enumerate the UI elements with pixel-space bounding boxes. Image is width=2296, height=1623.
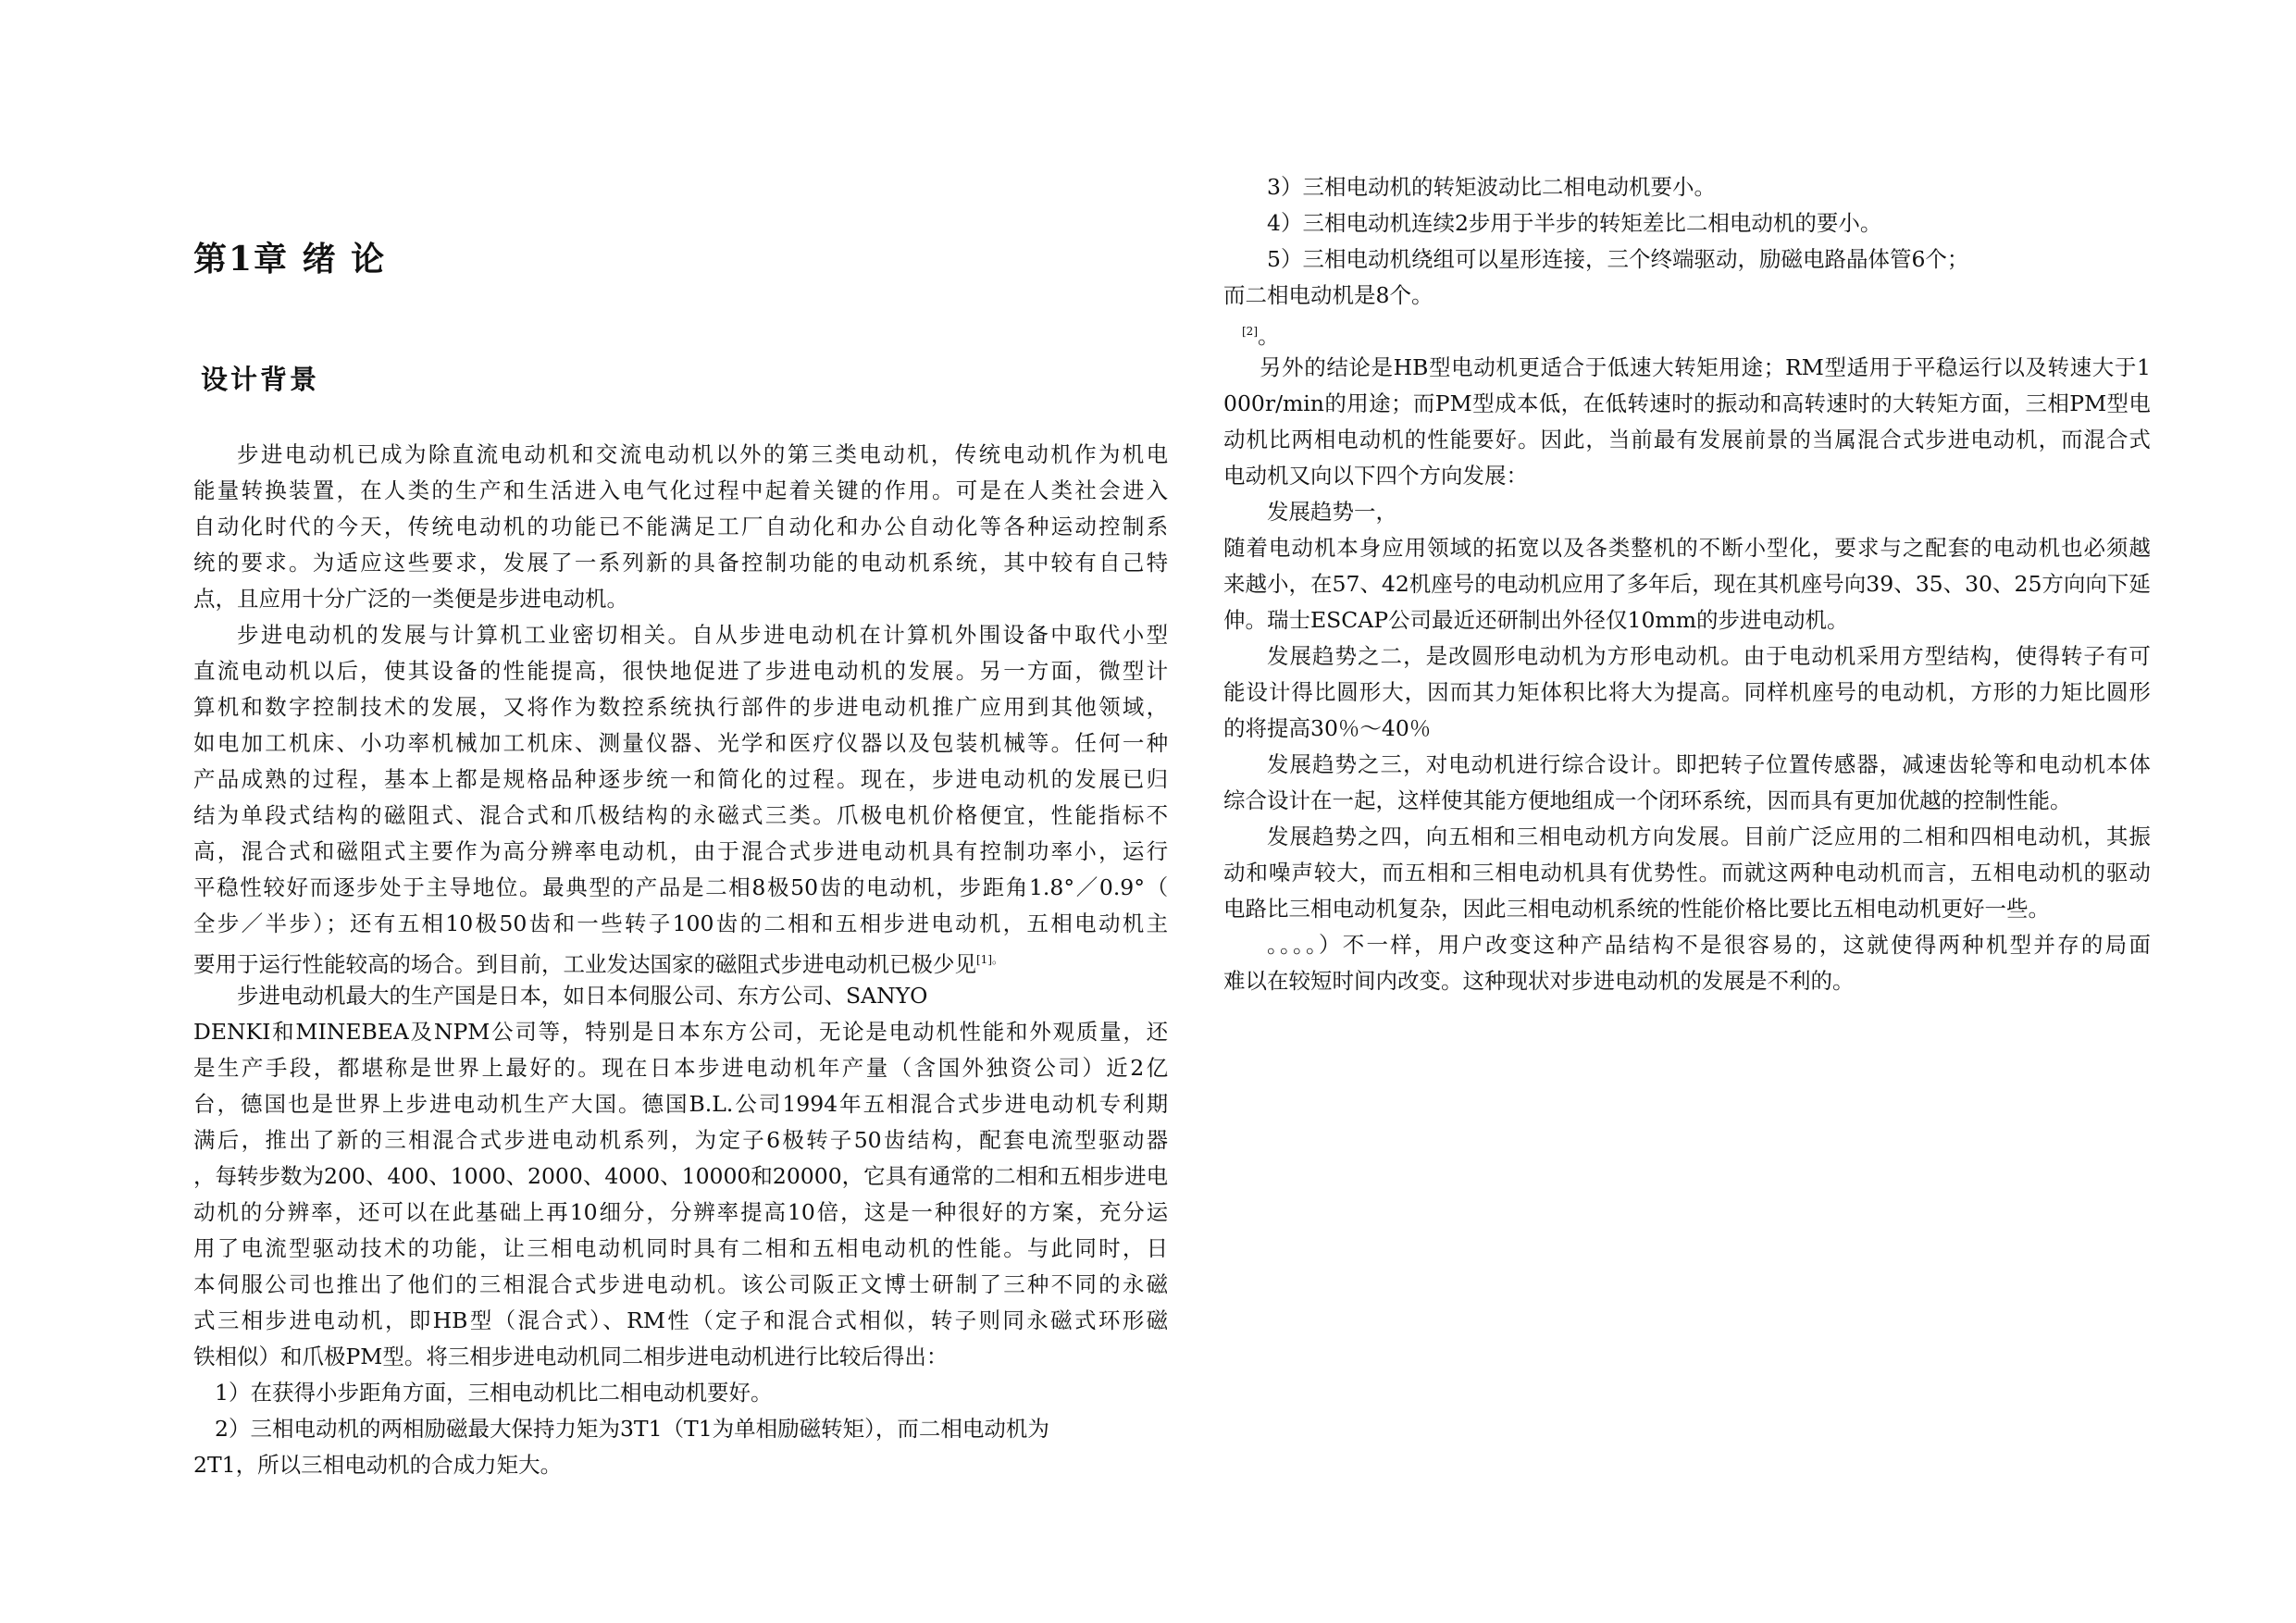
line-text: 随着电动机本身应用领域的拓宽以及各类整机的不断小型化，要求与之配套的电动机也必须越 — [1223, 535, 2151, 561]
line-text: 本伺服公司也推出了他们的三相混合式步进电动机。该公司阪正文博士研制了三种不同的永磁 — [193, 1271, 1169, 1297]
line-text: 3）三相电动机的转矩波动比二相电动机要小。 — [1267, 174, 1716, 200]
line-text: DENKI和MINEBEA及NPM公司等，特别是日本东方公司，无论是电动机性能和外观质量，还 — [193, 1019, 1169, 1045]
line-text: 铁相似）和爪极PM型。将三相步进电动机同二相步进电动机进行比较后得出： — [193, 1344, 949, 1369]
text-line — [193, 1050, 1168, 1086]
text-line — [1223, 675, 2151, 711]
text-line — [1223, 602, 2151, 638]
text-line — [193, 617, 1168, 653]
text-line — [1223, 205, 2151, 242]
text-line — [1223, 422, 2151, 458]
line-text: 2T1，所以三相电动机的合成力矩大。 — [193, 1452, 563, 1478]
line-text: 步进电动机已成为除直流电动机和交流电动机以外的第三类电动机，传统电动机作为机电 — [237, 441, 1169, 467]
line-text: 能设计得比圆形大，因而其力矩体积比将大为提高。同样机座号的电动机，方形的力矩比圆形 — [1223, 679, 2151, 705]
line-text: 台，德国也是世界上步进电动机生产大国。德国B.L.公司1994年五相混合式步进电动机专利期 — [193, 1091, 1169, 1117]
text-line — [1223, 963, 2151, 999]
line-text: 算机和数字控制技术的发展，又将作为数控系统执行部件的步进电动机推广应用到其他领域， — [193, 694, 1169, 720]
text-line — [1223, 242, 2151, 278]
text-line — [193, 1303, 1168, 1339]
line-text: 另外的结论是HB型电动机更适合于低速大转矩用途；RM型适用于平稳运行以及转速大于1 — [1260, 354, 2151, 380]
text-line — [1223, 891, 2151, 927]
line-text: 统的要求。为适应这些要求，发展了一系列新的具备控制功能的电动机系统，其中较有自己特 — [193, 550, 1169, 576]
line-text: 动和噪声较大，而五相和三相电动机具有优势性。而就这两种电动机而言，五相电动机的驱动 — [1223, 860, 2151, 886]
line-text: 发展趋势之四，向五相和三相电动机方向发展。目前广泛应用的二相和四相电动机，其振 — [1267, 824, 2151, 849]
text-line — [193, 1195, 1168, 1231]
text-line — [193, 653, 1168, 689]
line-text: 用了电流型驱动技术的功能，让三相电动机同时具有二相和五相电动机的性能。与此同时，日 — [193, 1235, 1169, 1261]
text-line — [1223, 530, 2151, 566]
line-text: 来越小，在57、42机座号的电动机应用了多年后，现在其机座号向39、35、30、25方向向下延 — [1223, 571, 2151, 597]
text-line — [193, 942, 1168, 978]
text-line — [1223, 711, 2151, 747]
text-line — [193, 1447, 1168, 1483]
line-text: 5）三相电动机绕组可以星形连接，三个终端驱动，励磁电路晶体管6个； — [1267, 246, 1969, 272]
left-body-text — [193, 437, 1168, 1483]
line-text: 结为单段式结构的磁阻式、混合式和爪极结构的永磁式三类。爪极电机价格便宜，性能指标不 — [193, 802, 1169, 828]
text-line — [1223, 783, 2151, 819]
line-text: 发展趋势之三，对电动机进行综合设计。即把转子位置传感器，减速齿轮等和电动机本体 — [1267, 751, 2151, 777]
text-line — [1223, 855, 2151, 891]
text-line — [1223, 747, 2151, 783]
text-line — [193, 1086, 1168, 1122]
text-line — [1223, 458, 2151, 494]
text-line — [193, 437, 1168, 473]
line-text: 自动化时代的今天，传统电动机的功能已不能满足工厂自动化和办公自动化等各种运动控制系 — [193, 514, 1169, 539]
line-text: 高，混合式和磁阻式主要作为高分辨率电动机，由于混合式步进电动机具有控制功率小，运行 — [193, 838, 1169, 864]
line-text: 综合设计在一起，这样使其能方便地组成一个闭环系统，因而具有更加优越的控制性能。 — [1223, 787, 2072, 813]
line-text: 点，且应用十分广泛的一类便是步进电动机。 — [193, 586, 628, 612]
line-text: 电路比三相电动机复杂，因此三相电动机系统的性能价格比要比五相电动机更好一些。 — [1223, 896, 2050, 922]
text-line — [1223, 314, 2151, 350]
text-line — [193, 762, 1168, 798]
right-body-text — [1223, 169, 2151, 999]
text-line — [1223, 638, 2151, 675]
line-text: 电动机又向以下四个方向发展： — [1223, 463, 1528, 489]
line-text: 步进电动机最大的生产国是日本，如日本伺服公司、东方公司、SANYO — [237, 983, 928, 1009]
text-line — [193, 1411, 1168, 1447]
line-text: 2）三相电动机的两相励磁最大保持力矩为3T1（T1为单相励磁转矩），而二相电动机为 — [215, 1416, 1049, 1442]
text-line — [193, 545, 1168, 581]
line-text: 如电加工机床、小功率机械加工机床、测量仪器、光学和医疗仪器以及包装机械等。任何一种 — [193, 730, 1169, 756]
text-line — [193, 798, 1168, 834]
citation-marker: [2] — [1242, 325, 1258, 338]
text-line — [1223, 386, 2151, 422]
line-text: 1）在获得小步距角方面，三相电动机比二相电动机要好。 — [215, 1380, 773, 1406]
citation-marker: [1]。 — [976, 953, 1003, 966]
line-text: 伸。瑞士ESCAP公司最近还研制出外径仅10mm的步进电动机。 — [1223, 607, 1849, 633]
text-line — [193, 1158, 1168, 1195]
text-line — [193, 870, 1168, 906]
line-text: 4）三相电动机连续2步用于半步的转矩差比二相电动机的要小。 — [1267, 210, 1882, 236]
line-text: 难以在较短时间内改变。这种现状对步进电动机的发展是不利的。 — [1223, 968, 1855, 994]
line-text: 步进电动机的发展与计算机工业密切相关。自从步进电动机在计算机外围设备中取代小型 — [237, 622, 1169, 648]
line-text: 式三相步进电动机，即HB型（混合式）、RM性（定子和混合式相似，转子则同永磁式环形磁 — [193, 1307, 1169, 1333]
chapter-title: 第1章 绪 论 — [193, 240, 387, 279]
text-line — [193, 1122, 1168, 1158]
line-text: 动机比两相电动机的性能要好。因此，当前最有发展前景的当属混合式步进电动机，而混合式 — [1223, 427, 2151, 452]
line-text: 产品成熟的过程，基本上都是规格品种逐步统一和简化的过程。现在，步进电动机的发展已归 — [193, 766, 1169, 792]
text-line — [1223, 278, 2151, 314]
text-line — [193, 1231, 1168, 1267]
text-line — [1223, 566, 2151, 602]
line-text: 000r/min的用途；而PM型成本低，在低转速时的振动和高转速时的大转矩方面，三相PM型电 — [1223, 390, 2151, 416]
text-line — [193, 1267, 1168, 1303]
text-line — [193, 1339, 1168, 1375]
text-line — [1223, 169, 2151, 205]
text-line — [1223, 927, 2151, 963]
line-text: 发展趋势之二，是改圆形电动机为方形电动机。由于电动机采用方型结构，使得转子有可 — [1267, 643, 2151, 669]
text-line — [193, 1014, 1168, 1050]
text-line — [193, 978, 1168, 1014]
line-text: 直流电动机以后，使其设备的性能提高，很快地促进了步进电动机的发展。另一方面，微型计 — [193, 658, 1169, 684]
text-line — [193, 834, 1168, 870]
text-line — [193, 906, 1168, 942]
text-line — [193, 581, 1168, 617]
line-text: 动机的分辨率，还可以在此基础上再10细分，分辨率提高10倍，这是一种很好的方案，充分运 — [193, 1199, 1169, 1225]
text-line — [1223, 819, 2151, 855]
text-line — [1223, 494, 2151, 530]
text-line — [193, 725, 1168, 762]
line-text: 发展趋势一， — [1267, 499, 1397, 525]
line-text: 全步／半步）；还有五相10极50齿和一些转子100齿的二相和五相步进电动机，五相电动机主 — [193, 911, 1169, 936]
text-line — [193, 1375, 1168, 1411]
line-text: 能量转换装置，在人类的生产和生活进入电气化过程中起着关键的作用。可是在人类社会进入 — [193, 477, 1169, 503]
line-text: 的将提高30％～40％ — [1223, 715, 1432, 741]
text-line — [193, 509, 1168, 545]
text-line — [1223, 350, 2151, 386]
section-title: 设计背景 — [201, 364, 320, 395]
line-text: 而二相电动机是8个。 — [1223, 282, 1433, 308]
line-text: 要用于运行性能较高的场合。到目前，工业发达国家的磁阻式步进电动机已极少见 — [193, 950, 976, 977]
text-line — [193, 689, 1168, 725]
line-text: 满后，推出了新的三相混合式步进电动机系列，为定子6极转子50齿结构，配套电流型驱动器 — [193, 1127, 1169, 1153]
line-text: 是生产手段，都堪称是世界上最好的。现在日本步进电动机年产量（含国外独资公司）近2亿 — [193, 1055, 1169, 1081]
line-text: 。 — [1258, 322, 1280, 349]
text-line — [193, 473, 1168, 509]
line-text: 平稳性较好而逐步处于主导地位。最典型的产品是二相8极50齿的电动机，步距角1.8°／0.9°（ — [193, 874, 1169, 900]
line-text: ，每转步数为200、400、1000、2000、4000、10000和20000，它具有通常的二相和五相步进电 — [193, 1163, 1169, 1189]
line-text: 。。。。）不一样，用户改变这种产品结构不是很容易的，这就使得两种机型并存的局面 — [1267, 932, 2151, 958]
